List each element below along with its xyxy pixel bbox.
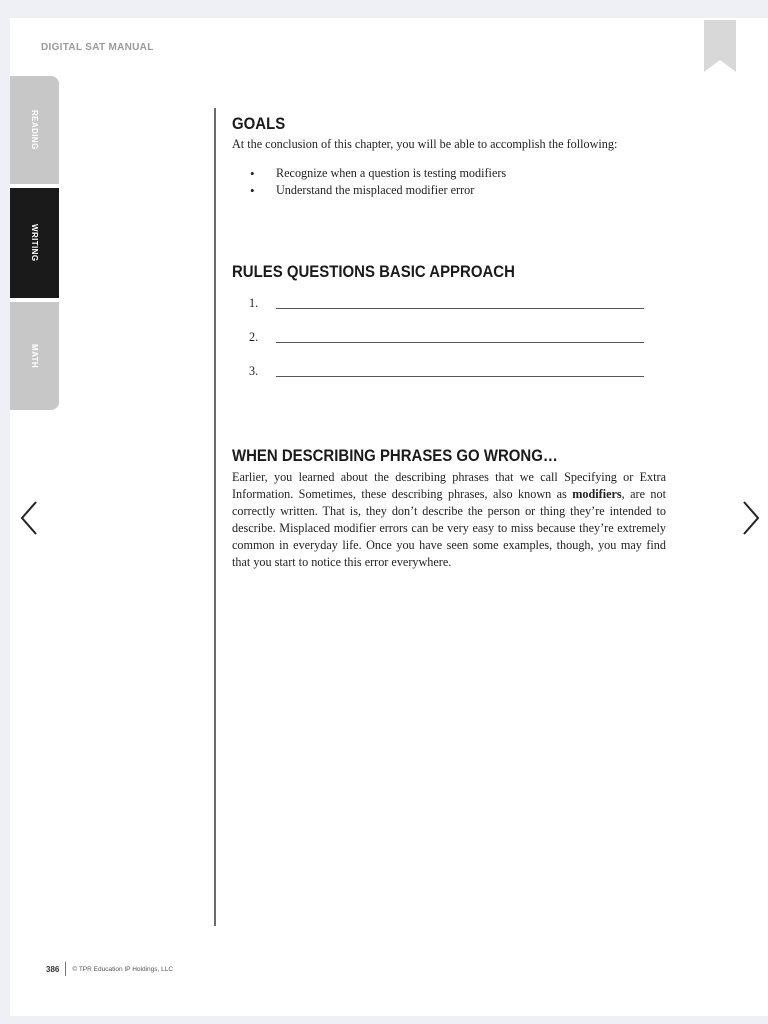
page-number: 386 <box>46 964 60 974</box>
goals-heading: GOALS <box>232 114 286 133</box>
step-number: 1. <box>249 296 259 310</box>
tab-writing-label: WRITING <box>30 224 39 262</box>
tab-writing[interactable] <box>10 188 59 298</box>
tab-math[interactable] <box>10 302 59 410</box>
chevron-right-icon[interactable] <box>738 498 762 538</box>
describing-paragraph <box>232 469 666 571</box>
list-item: • Understand the misplaced modifier error <box>276 182 672 199</box>
step-row <box>232 296 672 330</box>
goals-list <box>232 165 672 199</box>
bookmark-icon[interactable] <box>704 20 736 72</box>
step-row <box>232 364 672 398</box>
chevron-left-icon[interactable] <box>18 498 42 538</box>
goals-section <box>232 114 672 199</box>
rules-heading: RULES QUESTIONS BASIC APPROACH <box>232 262 515 281</box>
copyright: © TPR Education IP Holdings, LLC <box>72 965 174 973</box>
tab-math-label: MATH <box>30 343 39 369</box>
document-page <box>10 18 768 1016</box>
step-number: 2. <box>249 330 259 344</box>
manual-title: DIGITAL SAT MANUAL <box>41 42 154 53</box>
answer-line <box>276 308 644 309</box>
rules-section <box>232 262 672 398</box>
footer-divider <box>65 962 66 976</box>
goals-intro: At the conclusion of this chapter, you will be able to accomplish the following: <box>232 137 618 151</box>
step-row <box>232 330 672 364</box>
paragraph-bold-term: modifiers <box>572 487 622 501</box>
answer-line <box>276 342 644 343</box>
tab-reading[interactable] <box>10 76 59 184</box>
list-item: • Recognize when a question is testing modifiers <box>276 165 672 182</box>
describing-section <box>232 446 672 571</box>
tab-reading-label: READING <box>30 110 39 150</box>
answer-line <box>276 376 644 377</box>
page-footer <box>46 962 173 976</box>
step-number: 3. <box>249 364 259 378</box>
paragraph-text: , are not correctly written. That is, they don’t describe the person or thing they’re intended to describe. Misplaced modifier errors can be very easy to miss because they’re extremely common in everyday life. Once you have seen some examples, though, you may find that you start to notice this error everywhere. <box>232 487 667 569</box>
margin-rule <box>214 108 216 926</box>
paragraph-text: Earlier, you learned about the describing phrases that we call Specifying or Extra Information. Sometimes, these describing phrases, also known as <box>232 470 666 501</box>
describing-heading: WHEN DESCRIBING PHRASES GO WRONG… <box>232 446 558 465</box>
